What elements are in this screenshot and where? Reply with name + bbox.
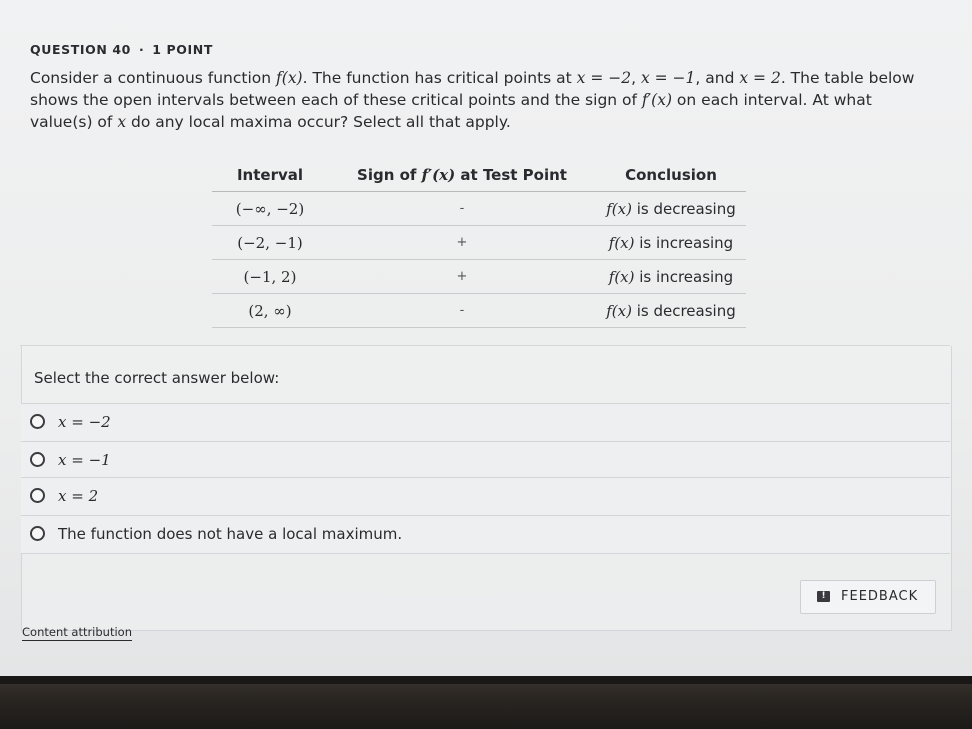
math-critical-point-3: x = 2 — [739, 69, 781, 87]
answer-prompt: Select the correct answer below: — [34, 369, 280, 387]
conclusion-cell — [596, 294, 746, 328]
conclusion-text: is increasing — [634, 233, 734, 252]
question-text-part: . The function has critical points at — [302, 69, 577, 87]
sign-cell: + — [328, 226, 596, 260]
conclusion-text: is increasing — [634, 267, 734, 286]
conclusion-fn: f(x) — [606, 199, 632, 218]
conclusion-fn: f(x) — [608, 233, 635, 252]
answer-option[interactable] — [21, 441, 950, 480]
conclusion-text: is decreasing — [631, 199, 736, 218]
interval-cell: (−1, 2) — [212, 260, 328, 294]
header-interval: Interval — [212, 160, 328, 192]
question-text-part: . The table below shows the open intervals between each of these critical points and the sign of — [30, 69, 915, 109]
question-number: QUESTION 40 — [30, 42, 131, 57]
table-row — [212, 260, 746, 294]
answer-option[interactable] — [21, 477, 950, 516]
question-text-part: on each interval. At what value(s) of — [30, 91, 872, 131]
sign-cell: - — [328, 294, 596, 328]
content-attribution-link[interactable]: Content attribution — [22, 625, 132, 639]
radio-button[interactable] — [30, 488, 45, 503]
feedback-button[interactable] — [800, 580, 936, 614]
conclusion-fn: f(x) — [608, 267, 635, 286]
answer-option-label: x = −2 — [58, 413, 111, 431]
interval-cell: (−2, −1) — [212, 226, 328, 260]
question-text-part: , — [631, 69, 641, 87]
sign-chart-table — [212, 160, 746, 328]
feedback-icon: ! — [817, 591, 830, 602]
question-text-part: Consider a continuous function — [30, 69, 277, 87]
header-separator: · — [138, 42, 145, 57]
table-row — [212, 192, 746, 226]
answer-option-label: The function does not have a local maximum. — [58, 525, 403, 543]
math-critical-point-1: x = −2 — [576, 69, 632, 87]
header-sign-prefix: Sign of — [357, 166, 422, 184]
table-row — [212, 294, 746, 328]
sign-cell: - — [328, 192, 596, 226]
math-critical-point-2: x = −1 — [640, 69, 696, 87]
radio-button[interactable] — [30, 414, 45, 429]
conclusion-cell — [596, 226, 746, 260]
question-text-part: , and — [695, 69, 740, 87]
math-x: x — [117, 113, 127, 131]
bezel-edge — [0, 676, 972, 684]
interval-cell: (−∞, −2) — [212, 192, 328, 226]
math-fx: f(x) — [276, 69, 303, 87]
conclusion-cell — [596, 192, 746, 226]
question-text — [30, 67, 935, 133]
header-conclusion: Conclusion — [596, 160, 746, 192]
question-text-part: do any local maxima occur? Select all that apply. — [126, 113, 511, 131]
header-sign — [328, 160, 596, 192]
answer-option[interactable] — [21, 515, 950, 554]
conclusion-text: is decreasing — [631, 301, 736, 320]
conclusion-fn: f(x) — [606, 301, 632, 320]
question-points: 1 POINT — [152, 42, 213, 57]
answer-option-label: x = 2 — [58, 487, 99, 505]
table-row — [212, 226, 746, 260]
math-fprime: f′(x) — [641, 91, 672, 109]
radio-button[interactable] — [30, 526, 45, 541]
feedback-label: FEEDBACK — [841, 589, 919, 604]
answer-option-label: x = −1 — [58, 451, 111, 469]
answer-option[interactable] — [21, 403, 950, 442]
header-sign-fn: f′(x) — [421, 166, 456, 184]
header-sign-suffix: at Test Point — [455, 166, 567, 184]
table-header-row — [212, 160, 746, 192]
conclusion-cell — [596, 260, 746, 294]
interval-cell: (2, ∞) — [212, 294, 328, 328]
question-header — [30, 42, 213, 57]
radio-button[interactable] — [30, 452, 45, 467]
sign-cell: + — [328, 260, 596, 294]
